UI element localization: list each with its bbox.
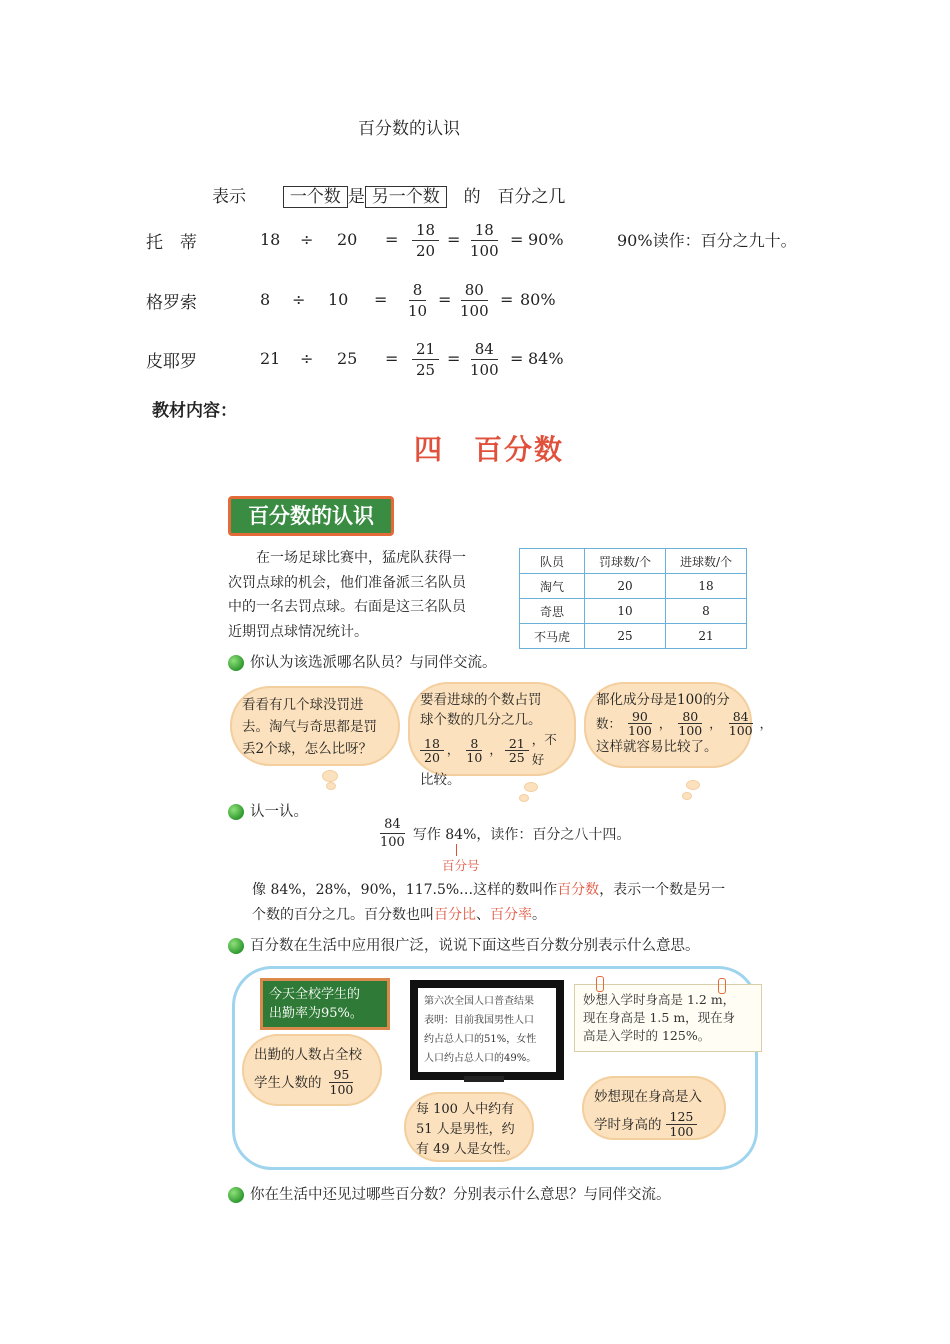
note-line: 妙想入学时身高是 1.2 m，: [583, 992, 736, 1007]
lesson-title: 百分数的认识: [228, 496, 394, 536]
player-name: 格罗索: [146, 293, 197, 313]
read-note: 90%读作：百分之九十。: [617, 231, 797, 250]
numerator: 18: [471, 220, 498, 241]
player-name: 皮耶罗: [146, 352, 197, 372]
box-one-number: 一个数: [283, 186, 348, 208]
def-highlight: 百分数: [557, 882, 600, 898]
clip-icon: [718, 978, 726, 994]
denominator: 10: [466, 749, 483, 765]
tv-screen: [410, 980, 564, 1080]
fraction: [466, 220, 503, 261]
note-line: 现在身高是 1.5 m，现在身: [583, 1010, 736, 1025]
thought-cloud: [584, 682, 773, 768]
green-dot-icon: [228, 804, 244, 820]
fraction: [412, 220, 439, 261]
thought-cloud: [404, 1092, 534, 1162]
def-mid: 是: [347, 187, 365, 207]
height-note: [574, 984, 762, 1052]
fraction: [420, 737, 444, 764]
percent-value: 80%: [520, 290, 556, 309]
divide-sign: ÷: [300, 349, 314, 368]
dividend: 18: [260, 230, 281, 249]
green-dot-icon: [228, 655, 244, 671]
divide-sign: ÷: [292, 290, 306, 309]
chapter-heading: 四 百分数: [414, 433, 565, 466]
denominator: 100: [470, 361, 499, 379]
table-cell: 25: [585, 624, 666, 649]
denominator: 20: [416, 242, 436, 260]
green-dot-icon: [228, 938, 244, 954]
divisor: 25: [337, 349, 358, 368]
table-cell: 不马虎: [520, 624, 585, 649]
dividend: 8: [260, 290, 271, 309]
fraction: [404, 280, 431, 321]
intro-line: 在一场足球比赛中，猛虎队获得一: [256, 550, 466, 566]
penalty-stats-table: [519, 548, 747, 649]
denominator: 25: [508, 749, 525, 765]
fraction: [326, 1068, 358, 1097]
fraction: [412, 339, 439, 380]
equals: =: [447, 230, 461, 249]
fraction: [376, 816, 409, 851]
table-cell: 18: [666, 574, 747, 599]
numerator: 21: [412, 339, 439, 360]
cloud-puff: [519, 794, 529, 802]
question-4: [228, 1183, 671, 1204]
cloud-line: 这样就容易比较了。: [596, 739, 718, 755]
cloud-line: 妙想现在身高是入: [594, 1089, 702, 1105]
table-header: 罚球数/个: [585, 549, 666, 574]
def-suffix1: 的: [463, 187, 481, 207]
equals: =: [510, 349, 524, 368]
cloud-line: 要看进球的个数占罚: [420, 692, 542, 708]
numerator: 95: [329, 1068, 353, 1083]
def-text: 、: [476, 907, 490, 923]
definition-line: [212, 182, 565, 208]
numerator: 90: [628, 710, 652, 724]
denominator: 100: [669, 1124, 694, 1139]
question-3: [228, 934, 700, 955]
def-highlight: 百分率: [490, 907, 532, 923]
def-suffix2: 百分之几: [497, 187, 566, 207]
tv-line: 表明：目前我国男性人口: [424, 1015, 534, 1026]
def-highlight: 百分比: [434, 907, 476, 923]
cloud-fractions: $\frac{18}{20}$ ， $\frac{8}{10}$ ， $\frac{21}{25}$ ，不好: [420, 730, 564, 770]
numerator: 80: [461, 280, 488, 301]
numerator: 84: [380, 816, 405, 834]
table-row: [520, 624, 747, 649]
thought-cloud: [408, 682, 576, 788]
equals: =: [447, 349, 461, 368]
equals: =: [385, 349, 399, 368]
cloud-puff: [682, 792, 692, 800]
cloud-puff: [686, 780, 700, 790]
note-line: 高是入学时的 125%。: [583, 1028, 711, 1043]
denominator: 100: [470, 242, 499, 260]
definition-paragraph: [252, 878, 762, 928]
denominator: 100: [678, 723, 703, 738]
fraction: [505, 737, 529, 764]
fraction: [725, 710, 757, 737]
intro-paragraph: [228, 546, 510, 644]
denominator: 100: [460, 302, 489, 320]
denominator: 25: [416, 361, 436, 379]
cloud-puff: [326, 782, 336, 790]
denominator: 100: [329, 1082, 354, 1097]
numerator: 18: [420, 737, 444, 751]
thought-cloud: [230, 686, 400, 766]
denominator: 10: [408, 302, 428, 320]
read-line: [376, 816, 630, 851]
cloud-line: 有 49 人是女性。: [416, 1142, 519, 1157]
table-cell: 21: [666, 624, 747, 649]
numerator: 18: [412, 220, 439, 241]
denominator: 100: [728, 723, 753, 738]
question-text: 百分数在生活中应用很广泛，说说下面这些百分数分别表示什么意思。: [250, 938, 700, 954]
def-text: 个数的百分之几。百分数也叫: [252, 907, 434, 923]
fraction: [674, 710, 706, 737]
cloud-line: 出勤的人数占全校: [254, 1047, 362, 1063]
numerator: 84: [729, 710, 753, 724]
cloud-text: ，不好: [531, 732, 557, 767]
dividend: 21: [260, 349, 281, 368]
box-another-number: 另一个数: [365, 186, 447, 208]
cloud-line: 去。淘气与奇思都是罚: [242, 719, 377, 735]
question-text: 你认为该选派哪名队员？与同伴交流。: [250, 655, 497, 671]
numerator: 125: [666, 1110, 698, 1125]
question-text: 认一认。: [250, 804, 308, 820]
cloud-line: 比较。: [420, 772, 461, 788]
def-text: 。: [532, 907, 546, 923]
read-text: 写作 84%，读作：百分之八十四。: [412, 826, 631, 843]
fraction: [456, 280, 493, 321]
numerator: 8: [466, 737, 482, 751]
cloud-text: 数：: [596, 715, 622, 731]
equals: =: [374, 290, 388, 309]
thought-cloud: [582, 1076, 726, 1140]
table-cell: 奇思: [520, 599, 585, 624]
cloud-fractions: 数： $\frac{90}{100}$ ， $\frac{80}{100}$ ， $\frac{84}{100}$ ，: [596, 709, 773, 738]
tv-content: [418, 988, 556, 1072]
intro-line: 中的一名去罚点球。右面是这三名队员: [228, 599, 466, 615]
cloud-line: 都化成分母是100的分: [596, 692, 730, 708]
equals: =: [385, 230, 399, 249]
player-name: 托 蒂: [146, 233, 197, 253]
numerator: 84: [471, 339, 498, 360]
table-cell: 20: [585, 574, 666, 599]
divisor: 20: [337, 230, 358, 249]
cloud-line: 球个数的几分之几。: [420, 712, 542, 728]
divide-sign: ÷: [300, 230, 314, 249]
numerator: 8: [409, 280, 427, 301]
cloud-line: 丢2个球，怎么比呀？: [242, 741, 373, 757]
denominator: 100: [628, 723, 652, 738]
table-cell: 8: [666, 599, 747, 624]
table-row: [520, 599, 747, 624]
green-dot-icon: [228, 1187, 244, 1203]
percent-value: 90%: [528, 230, 564, 249]
question-text: 你在生活中还见过哪些百分数？分别表示什么意思？与同伴交流。: [250, 1187, 671, 1203]
denominator: 20: [424, 749, 440, 765]
def-text: 像 84%，28%，90%，117.5%…这样的数叫作: [252, 882, 558, 898]
tv-stand: [464, 1076, 504, 1082]
attendance-board: [260, 978, 390, 1030]
intro-line: 近期罚点球情况统计。: [228, 623, 368, 640]
board-line: 今天全校学生的: [269, 987, 361, 1002]
pointer-line: [456, 844, 457, 856]
cloud-line: 看看有几个球没罚进: [242, 697, 364, 713]
cloud-line: 每 100 人中约有: [416, 1102, 515, 1117]
intro-line: 次罚点球的机会，他们准备派三名队员: [228, 574, 466, 591]
percent-sign-label: 百分号: [442, 858, 480, 873]
cloud-text: 学生人数的: [254, 1074, 322, 1091]
equals: =: [510, 230, 524, 249]
denominator: 100: [380, 835, 405, 850]
equals: =: [500, 290, 514, 309]
equals: =: [438, 290, 452, 309]
numerator: 21: [505, 737, 529, 751]
tv-line: 约占总人口的51%，女性: [424, 1034, 537, 1045]
numerator: 80: [678, 710, 702, 724]
question-2: [228, 800, 308, 821]
table-header: 进球数/个: [666, 549, 747, 574]
fraction: [462, 737, 486, 764]
cloud-puff: [524, 782, 538, 792]
fraction: [666, 1110, 698, 1139]
table-cell: 10: [585, 599, 666, 624]
thought-cloud: [242, 1034, 382, 1106]
table-cell: 淘气: [520, 574, 585, 599]
question-1: [228, 651, 497, 672]
def-text: ，表示一个数是另一: [599, 882, 726, 898]
cloud-text: 学时身高的: [594, 1116, 662, 1133]
cloud-line: [594, 1110, 714, 1139]
percent-value: 84%: [528, 349, 564, 368]
page-title: 百分数的认识: [358, 119, 460, 139]
fraction: [466, 339, 503, 380]
section-label: 教材内容：: [152, 401, 237, 421]
cloud-line: [254, 1068, 370, 1097]
clip-icon: [596, 976, 604, 992]
cloud-line: 51 人是男性，约: [416, 1122, 515, 1137]
table-header: 队员: [520, 549, 585, 574]
tv-line: 人口约占总人口的49%。: [424, 1053, 537, 1064]
board-line: 出勤率为95%。: [269, 1006, 363, 1021]
table-header-row: [520, 549, 747, 574]
cloud-puff: [322, 770, 338, 782]
table-row: [520, 574, 747, 599]
divisor: 10: [328, 290, 349, 309]
tv-line: 第六次全国人口普查结果: [424, 996, 534, 1007]
fraction: [624, 710, 656, 737]
def-prefix: 表示: [212, 187, 246, 207]
